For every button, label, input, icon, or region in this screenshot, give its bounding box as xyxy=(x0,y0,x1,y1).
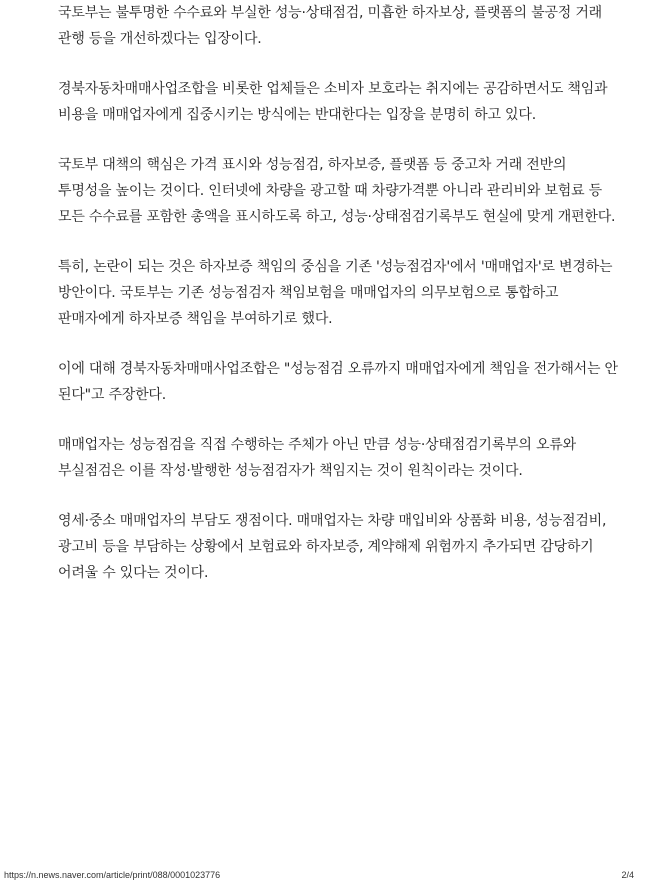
article-paragraph: 매매업자는 성능점검을 직접 수행하는 주체가 아닌 만큼 성능·상태점검기록부의 오류와 부실점검은 이를 작성·발행한 성능점검자가 책임지는 것이 원칙이라는 것이다. xyxy=(58,437,576,479)
article-paragraph: 국토부 대책의 핵심은 가격 표시와 성능점검, 하자보증, 플랫폼 등 중고차 거래 전반의 투명성을 높이는 것이다. 인터넷에 차량을 광고할 때 차량가격뿐 아니라 관리비와 보험료 등 모든 수수료를 포함한 총액을 표시하도록 하고, 성능·상태점검기록부도 현실에 맞게 개편한다. xyxy=(58,157,616,225)
article-paragraph: 영세·중소 매매업자의 부담도 쟁점이다. 매매업자는 차량 매입비와 상품화 비용, 성능점검비, 광고비 등을 부담하는 상황에서 보험료와 하자보증, 계약해제 위험까지 추가되면 감당하기 어려울 수 있다는 것이다. xyxy=(58,513,607,581)
article-body xyxy=(58,0,618,610)
footer-page-number: 2/4 xyxy=(621,870,634,880)
article-paragraph: 특히, 논란이 되는 것은 하자보증 책임의 중심을 기존 '성능점검자'에서 '매매업자'로 변경하는 방안이다. 국토부는 기존 성능점검자 책임보험을 매매업자의 의무보험으로 통합하고 판매자에게 하자보증 책임을 부여하기로 했다. xyxy=(58,259,613,327)
print-footer xyxy=(0,870,650,882)
article-paragraph: 이에 대해 경북자동차매매사업조합은 "성능점검 오류까지 매매업자에게 책임을 전가해서는 안 된다"고 주장한다. xyxy=(58,361,618,403)
footer-url: https://n.news.naver.com/article/print/088/0001023776 xyxy=(4,870,221,880)
article-paragraph: 경북자동차매매사업조합을 비롯한 업체들은 소비자 보호라는 취지에는 공감하면서도 책임과 비용을 매매업자에게 집중시키는 방식에는 반대한다는 입장을 분명히 하고 있다. xyxy=(58,81,608,123)
article-paragraph: 국토부는 불투명한 수수료와 부실한 성능·상태점검, 미흡한 하자보상, 플랫폼의 불공정 거래 관행 등을 개선하겠다는 입장이다. xyxy=(58,5,602,47)
